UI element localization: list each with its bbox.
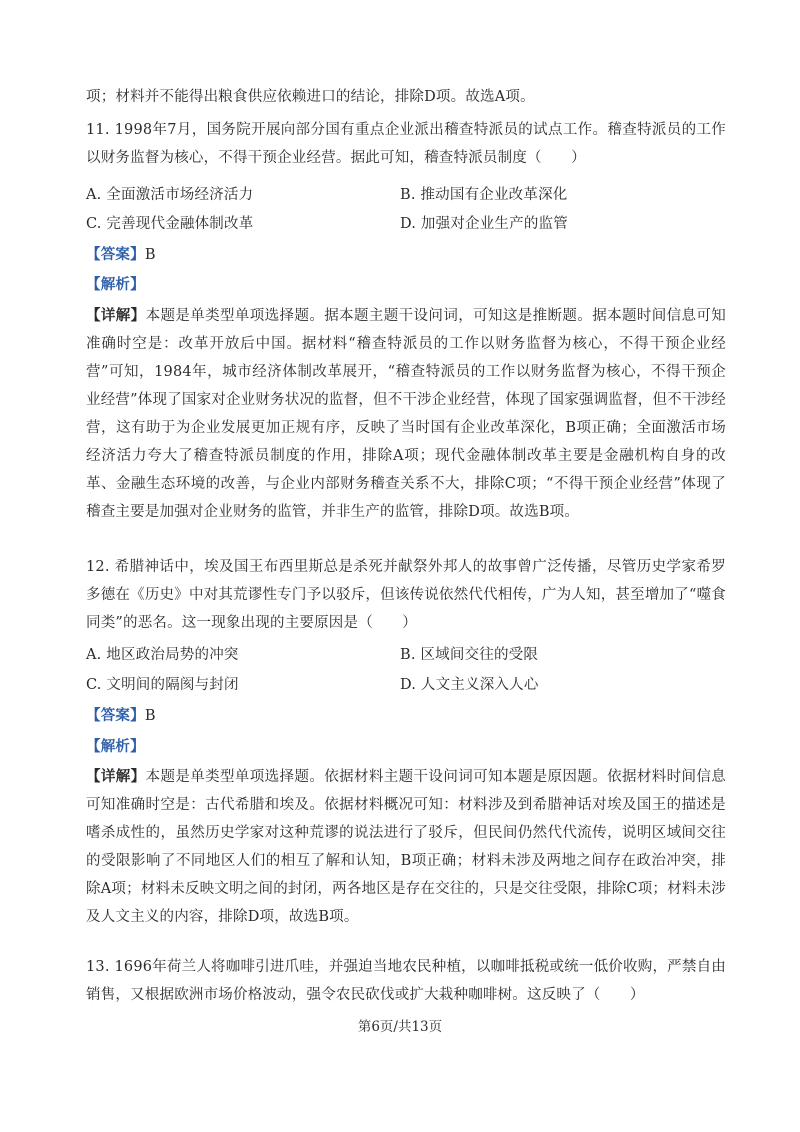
q12-option-b: B. 区域间交往的受限 bbox=[400, 647, 539, 663]
q12-analysis-line bbox=[86, 737, 145, 757]
q11-detail-text: 本题是单类型单项选择题。据本题主题干设问词，可知这是推断题。据本题时间信息可知准确时空是：改革开放后中国。据材料“稽查特派员的工作以财务监督为核心，不得干预企业经营”可知，1984年，城市经济体制改革展开，“稽查特派员的工作以财务监督为核心，不得干预企业经营”体现了国家对企业财务状况的监督，但不干涉企业经营，体现了国家强调监督，但不干涉经营，这有助于为企业发展更加正规有序，反映了当时国有企业改革深化，B项正确；全面激活市场经济活力夸大了稽查特派员制度的作用，排除A项；现代金融体制改革主要是金融机构自身的改革、金融生态环境的改善，与企业内部财务稽查关系不大，排除C项；“不得干预企业经营”体现了稽查主要是加强对企业财务的监管，并非生产的监管，排除D项。故选B项。 bbox=[86, 308, 726, 520]
q12-answer-tag: 【答案】 bbox=[86, 707, 145, 724]
q11-option-c: C. 完善现代金融体制改革 bbox=[86, 216, 254, 232]
q11-detail bbox=[86, 302, 726, 526]
q12-answer-value: B bbox=[144, 708, 156, 724]
q12-answer-line bbox=[86, 706, 156, 726]
q11-detail-tag: 【详解】 bbox=[86, 307, 146, 324]
q11-analysis-line bbox=[86, 275, 145, 295]
q12-detail bbox=[86, 763, 726, 931]
q12-option-c: C. 文明间的隔阂与封闭 bbox=[86, 677, 239, 693]
question-12-stem: 12. 希腊神话中，埃及国王布西里斯总是杀死并献祭外邦人的故事曾广泛传播，尽管历史学家希罗多德在《历史》中对其荒谬性专门予以驳斥，但该传说依然代代相传，广为人知，甚至增加了“噬食同类”的恶名。这一现象出现的主要原因是（ ） bbox=[86, 559, 726, 631]
q11-option-b: B. 推动国有企业改革深化 bbox=[400, 187, 568, 203]
page-footer: 第6页/共13页 bbox=[357, 1019, 443, 1035]
question-13-stem: 13. 1696年荷兰人将咖啡引进爪哇，并强迫当地农民种植，以咖啡抵税或统一低价收购，严禁自由销售，又根据欧洲市场价格波动，强令农民砍伐或扩大栽种咖啡树。这反映了（ ） bbox=[86, 959, 726, 1003]
q12-detail-text: 本题是单类型单项选择题。依据材料主题干设问词可知本题是原因题。依据材料时间信息可知准确时空是：古代希腊和埃及。依据材料概况可知：材料涉及到希腊神话对埃及国王的描述是嗜杀成性的，虽然历史学家对这种荒谬的说法进行了驳斥，但民间仍然代代流传，说明区域间交往的受限影响了不同地区人们的相互了解和认知，B项正确；材料未涉及两地之间存在政治冲突，排除A项；材料未反映文明之间的封闭，两各地区是存在交往的，只是交往受限，排除C项；材料未涉及人文主义的内容，排除D项，故选B项。 bbox=[86, 769, 726, 925]
q11-option-a: A. 全面激活市场经济活力 bbox=[86, 187, 254, 203]
q11-analysis-tag: 【解析】 bbox=[86, 276, 145, 293]
q12-option-d: D. 人文主义深入人心 bbox=[400, 677, 539, 693]
q12-option-a: A. 地区政治局势的冲突 bbox=[86, 647, 239, 663]
q12-detail-tag: 【详解】 bbox=[86, 768, 146, 785]
q11-option-d: D. 加强对企业生产的监管 bbox=[400, 216, 568, 232]
q11-answer-tag: 【答案】 bbox=[86, 246, 145, 263]
q11-answer-line bbox=[86, 245, 156, 265]
intro-line: 项；材料并不能得出粮食供应依赖进口的结论，排除D项。故选A项。 bbox=[86, 89, 535, 105]
q11-answer-value: B bbox=[144, 247, 156, 263]
question-11-stem: 11. 1998年7月，国务院开展向部分国有重点企业派出稽查特派员的试点工作。稽查特派员的工作以财务监督为核心，不得干预企业经营。据此可知，稽查特派员制度（ ） bbox=[86, 122, 726, 166]
q12-analysis-tag: 【解析】 bbox=[86, 738, 145, 755]
